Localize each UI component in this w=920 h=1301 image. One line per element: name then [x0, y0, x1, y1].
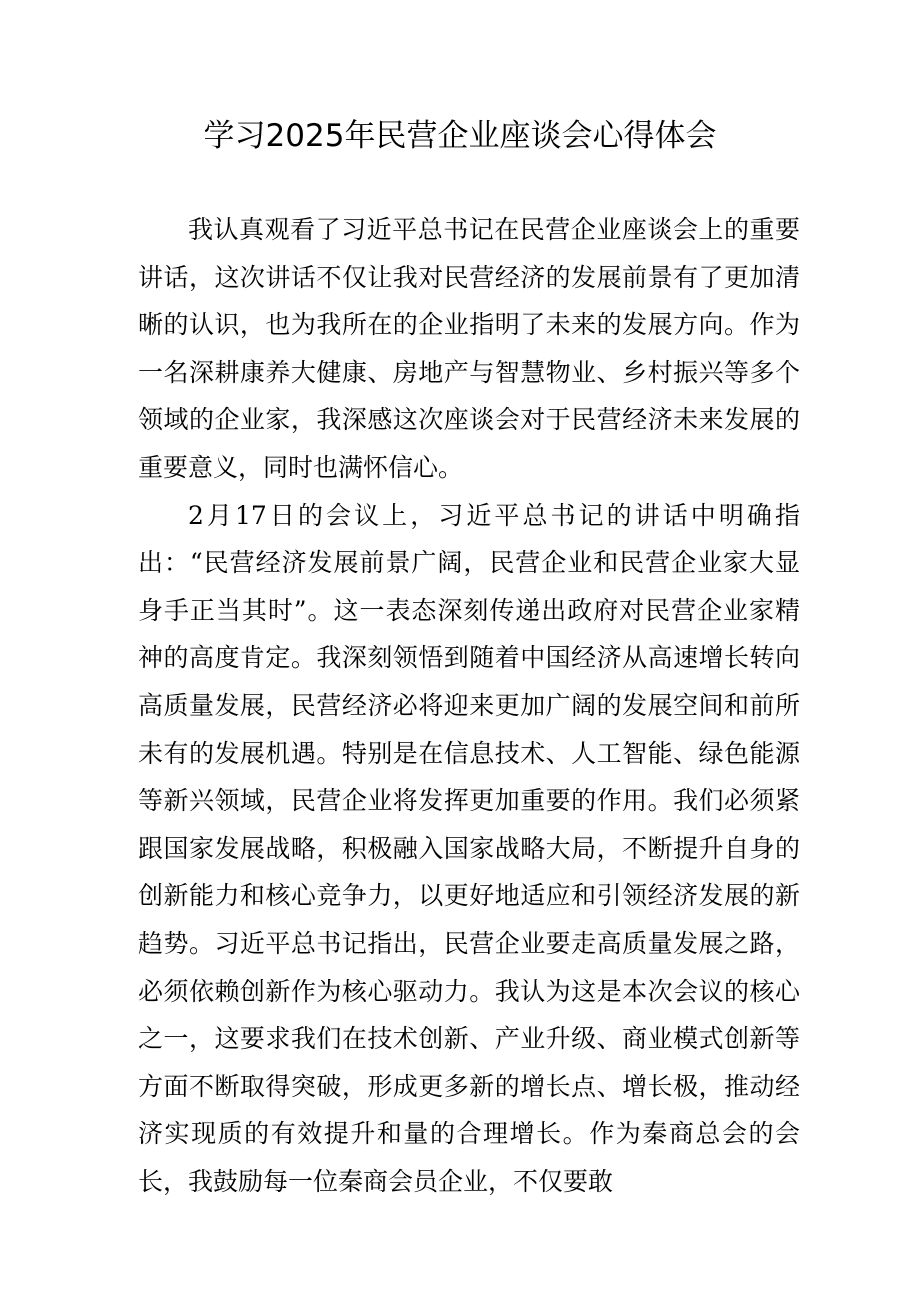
paragraph-2: 2月17日的会议上，习近平总书记的讲话中明确指出：“民营经济发展前景广阔，民营企业和民营企业家大显身手正当其时”。这一表态深刻传递出政府对民营企业家精神的高度肯定。我深刻领悟到随着中国经济从高速增长转向高质量发展，民营经济必将迎来更加广阔的发展空间和前所未有的发展机遇。特别是在信息技术、人工智能、绿色能源等新兴领域，民营企业将发挥更加重要的作用。我们必须紧跟国家发展战略，积极融入国家战略大局，不断提升自身的创新能力和核心竞争力，以更好地适应和引领经济发展的新趋势。习近平总书记指出，民营企业要走高质量发展之路，必须依赖创新作为核心驱动力。我认为这是本次会议的核心之一，这要求我们在技术创新、产业升级、商业模式创新等方面不断取得突破，形成更多新的增长点、增长极，推动经济实现质的有效提升和量的合理增长。作为秦商总会的会长，我鼓励每一位秦商会员企业，不仅要敢	[138, 500, 800, 1196]
document-title: 学习2025年民营企业座谈会心得体会	[203, 118, 717, 154]
document-body	[138, 206, 800, 1205]
paragraph-1: 我认真观看了习近平总书记在民营企业座谈会上的重要讲话，这次讲话不仅让我对民营经济的发展前景有了更加清晰的认识，也为我所在的企业指明了未来的发展方向。作为一名深耕康养大健康、房地产与智慧物业、乡村振兴等多个领域的企业家，我深感这次座谈会对于民营经济未来发展的重要意义，同时也满怀信心。	[138, 215, 800, 482]
